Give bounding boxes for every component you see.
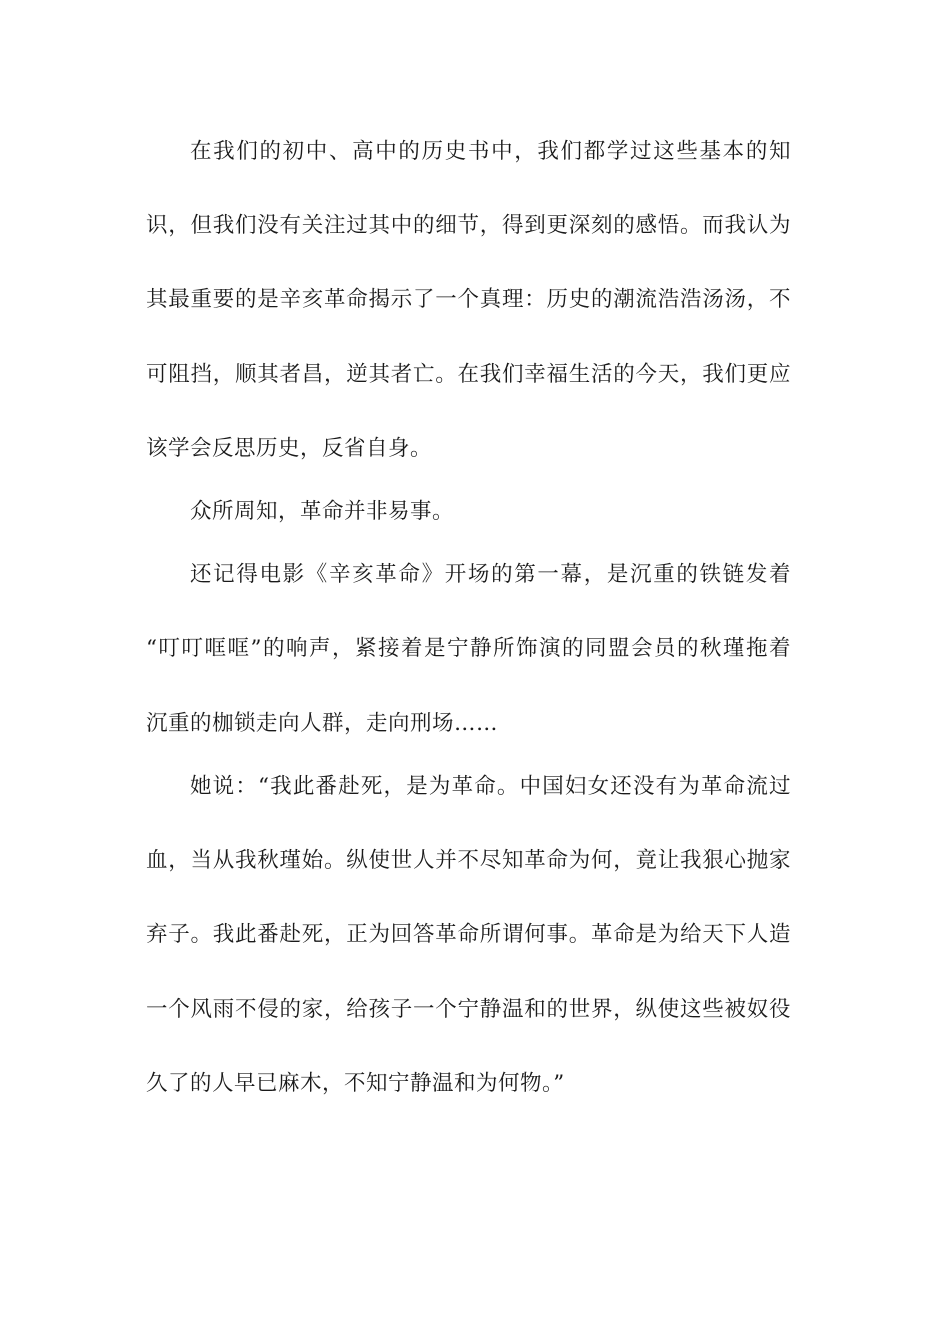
paragraph-4-line-1: 她说：“我此番赴死，是为革命。中国妇女还没有为革命流过 xyxy=(190,774,791,799)
paragraph-4-line-4: 一个风雨不侵的家，给孩子一个宁静温和的世界，纵使这些被奴役 xyxy=(146,997,791,1022)
paragraph-1-line-1: 在我们的初中、高中的历史书中，我们都学过这些基本的知 xyxy=(190,139,791,164)
paragraph-3-line-1: 还记得电影《辛亥革命》开场的第一幕，是沉重的铁链发着 xyxy=(190,562,791,587)
paragraph-4-line-5: 久了的人早已麻木，不知宁静温和为何物。” xyxy=(146,1071,565,1096)
paragraph-4-line-3: 弃子。我此番赴死，正为回答革命所谓何事。革命是为给天下人造 xyxy=(146,922,791,947)
paragraph-3-line-3: 沉重的枷锁走向人群，走向刑场…… xyxy=(146,711,499,736)
paragraph-3-line-2: “叮叮哐哐”的响声，紧接着是宁静所饰演的同盟会员的秋瑾拖着 xyxy=(146,636,791,661)
paragraph-2-line-1: 众所周知，革命并非易事。 xyxy=(190,499,455,524)
paragraph-1-line-2: 识，但我们没有关注过其中的细节，得到更深刻的感悟。而我认为 xyxy=(146,213,791,238)
paragraph-1-line-5: 该学会反思历史，反省自身。 xyxy=(146,436,433,461)
paragraph-4-line-2: 血，当从我秋瑾始。纵使世人并不尽知革命为何，竟让我狠心抛家 xyxy=(146,848,791,873)
paragraph-1-line-4: 可阻挡，顺其者昌，逆其者亡。在我们幸福生活的今天，我们更应 xyxy=(146,362,791,387)
paragraph-1-line-3: 其最重要的是辛亥革命揭示了一个真理：历史的潮流浩浩汤汤，不 xyxy=(146,287,791,312)
